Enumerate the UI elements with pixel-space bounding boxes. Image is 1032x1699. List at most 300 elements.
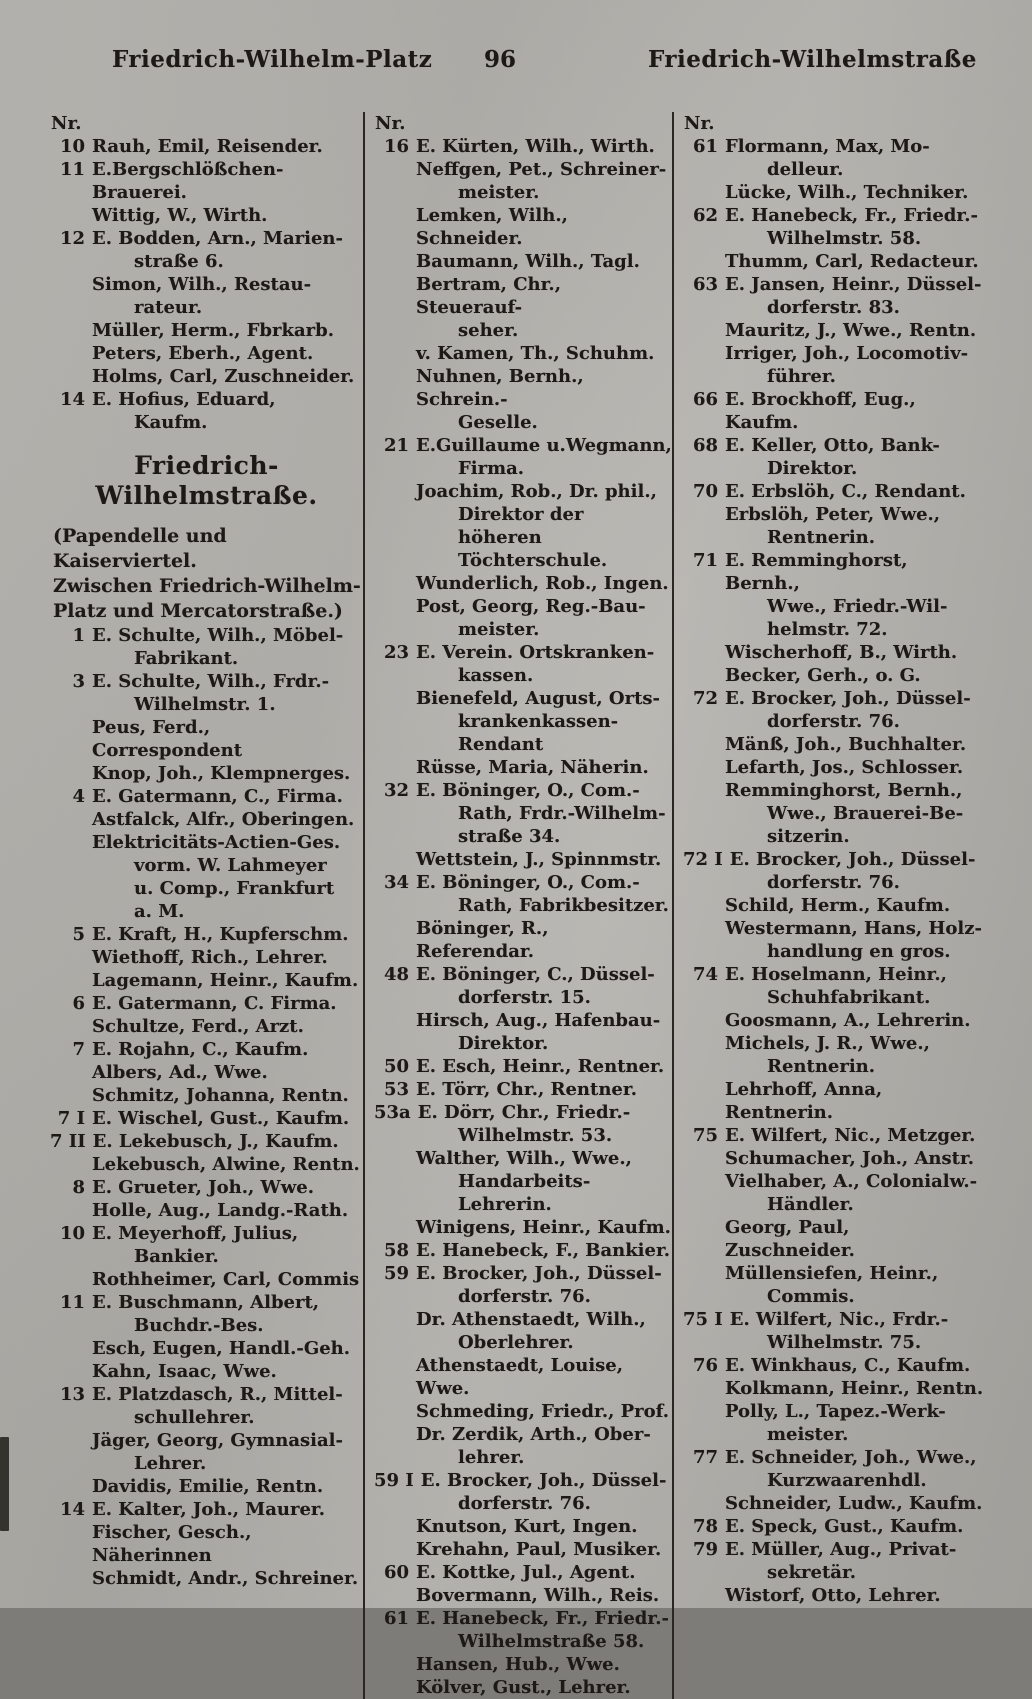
- house-number: [50, 1061, 92, 1084]
- house-number: [374, 1032, 416, 1055]
- directory-entry-line: [374, 894, 672, 917]
- directory-entry-line: [683, 181, 985, 204]
- entry-text: E. Brocker, Joh., Düssel-: [725, 688, 971, 709]
- directory-entry-line: [50, 204, 363, 227]
- directory-entry-line: [50, 1406, 363, 1429]
- house-number: 34: [383, 872, 409, 893]
- directory-entry-line: [374, 595, 672, 618]
- directory-entry-line: [683, 687, 985, 710]
- entry-text: Schneider, Ludw., Kaufm.: [725, 1493, 983, 1514]
- entry-text: E. Buschmann, Albert,: [92, 1292, 320, 1313]
- entry-text: u. Comp., Frankfurt: [134, 878, 335, 899]
- entry-text: Rath, Fabrikbesitzer.: [458, 895, 669, 916]
- directory-entry-line: [50, 1107, 363, 1130]
- house-number: [374, 1216, 416, 1239]
- directory-entry-line: [683, 1216, 985, 1262]
- entry-text: Oberlehrer.: [458, 1332, 574, 1353]
- entry-text: Kölver, Gust., Lehrer.: [416, 1677, 631, 1698]
- house-number: [374, 457, 416, 480]
- directory-entry-line: [683, 825, 985, 848]
- directory-entry-line: [683, 1170, 985, 1193]
- house-number: [50, 900, 92, 923]
- entry-text: Buchdr.-Bes.: [134, 1315, 264, 1336]
- entry-text: E. Böninger, C., Düssel-: [416, 964, 655, 985]
- directory-entry-line: [683, 1331, 985, 1354]
- nr-label-line: [374, 112, 672, 135]
- directory-entry-line: [374, 1032, 672, 1055]
- house-number: 48: [383, 964, 409, 985]
- entry-text: Krehahn, Paul, Musiker.: [416, 1539, 662, 1560]
- house-number: [683, 1469, 725, 1492]
- directory-entry-line: [683, 1354, 985, 1377]
- entry-text: E. Keller, Otto, Bank-: [725, 435, 940, 456]
- directory-entry-line: [683, 434, 985, 457]
- entry-text: Albers, Ad., Wwe.: [92, 1062, 268, 1083]
- entry-text: Michels, J. R., Wwe.,: [725, 1033, 930, 1054]
- house-number: 50: [383, 1056, 409, 1077]
- house-number: [683, 1147, 725, 1170]
- house-number: 12: [59, 228, 85, 249]
- entry-text: Dr. Zerdik, Arth., Ober-: [416, 1424, 651, 1445]
- entry-text: Lehrer.: [134, 1453, 207, 1474]
- house-number: [374, 503, 416, 549]
- entry-text: E. Böninger, O., Com.-: [416, 780, 640, 801]
- house-number: [50, 1268, 92, 1291]
- entry-text: [416, 112, 672, 135]
- directory-entry-line: [50, 273, 363, 296]
- entry-text: Rothheimer, Carl, Commis: [92, 1269, 360, 1290]
- house-number: Nr.: [51, 113, 82, 134]
- house-number: [374, 549, 416, 572]
- entry-text: E. Kraft, H., Kupferschm.: [92, 924, 349, 945]
- street-section-heading: Friedrich-Wilhelmstraße.: [95, 451, 318, 510]
- directory-entry-line: [50, 1360, 363, 1383]
- directory-entry-line: [374, 1262, 672, 1285]
- page-number: 96: [483, 46, 516, 73]
- house-number: [374, 825, 416, 848]
- entry-text: Rath, Frdr.-Wilhelm-: [458, 803, 666, 824]
- house-number: 71: [692, 550, 718, 571]
- house-number: [374, 1676, 416, 1699]
- entry-text: E. Törr, Chr., Rentner.: [416, 1079, 637, 1100]
- house-number: Nr.: [684, 113, 715, 134]
- entry-text: Jäger, Georg, Gymnasial-: [92, 1430, 343, 1451]
- entry-text: Lehrhoff, Anna, Rentnerin.: [725, 1079, 883, 1123]
- house-number: [374, 687, 416, 710]
- directory-entry-line: [50, 365, 363, 388]
- directory-entry-line: [374, 848, 672, 871]
- house-number: [50, 204, 92, 227]
- column-3: [672, 112, 985, 1699]
- house-number: [683, 1055, 725, 1078]
- directory-entry-line: [683, 1492, 985, 1515]
- house-number: [374, 1285, 416, 1308]
- entry-text: Thumm, Carl, Redacteur.: [725, 251, 979, 272]
- house-number: [683, 1009, 725, 1032]
- directory-entry-line: [683, 917, 985, 940]
- directory-entry-line: [374, 1009, 672, 1032]
- entry-text: meister.: [458, 182, 540, 203]
- entry-text: Schmeding, Friedr., Prof.: [416, 1401, 670, 1422]
- directory-entry-line: [683, 618, 985, 641]
- entry-text: dorferstr. 76.: [458, 1493, 591, 1514]
- house-number: [50, 1360, 92, 1383]
- house-number: [50, 1475, 92, 1498]
- entry-text: Bertram, Chr., Steuerauf-: [416, 274, 561, 318]
- house-number: [683, 894, 725, 917]
- directory-entry-line: [374, 434, 672, 457]
- house-number: 11: [59, 159, 85, 180]
- house-number: 4: [72, 786, 85, 807]
- house-number: 3: [72, 671, 85, 692]
- directory-entry-line: [50, 1567, 363, 1590]
- house-number: [374, 158, 416, 181]
- directory-entry-line: [374, 1216, 672, 1239]
- entry-text: Händler.: [767, 1194, 854, 1215]
- house-number: [683, 710, 725, 733]
- house-number: [683, 1331, 725, 1354]
- running-header-right: Friedrich-Wilhelmstraße: [648, 46, 977, 73]
- directory-entry-line: [683, 1515, 985, 1538]
- entry-text: Astfalck, Alfr., Oberingen.: [92, 809, 355, 830]
- entry-text: E. Müller, Aug., Privat-: [725, 1539, 957, 1560]
- entry-text: Westermann, Hans, Holz-: [725, 918, 982, 939]
- section-note-line: Zwischen Friedrich-Wilhelm-: [53, 575, 361, 597]
- house-number: [374, 204, 416, 250]
- entry-text: Knop, Joh., Klempnerges.: [92, 763, 351, 784]
- entry-text: Flormann, Max, Mo-: [725, 136, 930, 157]
- entry-text: E. Meyerhoff, Julius,: [92, 1223, 299, 1244]
- entry-text: E. Gatermann, C., Firma.: [92, 786, 343, 807]
- house-number: [374, 618, 416, 641]
- entry-text: Rentnerin.: [767, 527, 876, 548]
- house-number: [374, 319, 416, 342]
- directory-entry-line: [374, 1561, 672, 1584]
- entry-text: Joachim, Rob., Dr. phil.,: [416, 481, 657, 502]
- house-number: 10: [59, 1223, 85, 1244]
- entry-text: Post, Georg, Reg.-Bau-: [416, 596, 646, 617]
- directory-entry-line: [683, 986, 985, 1009]
- house-number: [374, 181, 416, 204]
- directory-entry-line: [50, 388, 363, 411]
- directory-entry-line: [50, 854, 363, 877]
- directory-entry-line: [683, 1400, 985, 1423]
- entry-text: Wiethoff, Rich., Lehrer.: [92, 947, 328, 968]
- entry-text: Nuhnen, Bernh., Schrein.-: [416, 366, 584, 410]
- directory-entry-line: [683, 250, 985, 273]
- directory-entry-line: [374, 825, 672, 848]
- directory-entry-line: [374, 1538, 672, 1561]
- directory-entry-line: [683, 1078, 985, 1124]
- directory-entry-line: [374, 181, 672, 204]
- column-1: [50, 112, 363, 1699]
- entry-text: Davidis, Emilie, Rentn.: [92, 1476, 324, 1497]
- directory-entry-line: [683, 365, 985, 388]
- directory-entry-line: [683, 595, 985, 618]
- running-header-left: Friedrich-Wilhelm-Platz: [112, 46, 433, 73]
- entry-text: Wilhelmstraße 58.: [458, 1631, 645, 1652]
- house-number: 10: [59, 136, 85, 157]
- house-number: 76: [692, 1355, 718, 1376]
- house-number: [374, 1538, 416, 1561]
- directory-entry-line: [683, 871, 985, 894]
- house-number: [374, 917, 416, 963]
- entry-text: Rauh, Emil, Reisender.: [92, 136, 323, 157]
- entry-text: Schultze, Ferd., Arzt.: [92, 1016, 304, 1037]
- directory-entry-line: [683, 480, 985, 503]
- entry-text: Fabrikant.: [134, 648, 239, 669]
- house-number: [50, 1337, 92, 1360]
- directory-entry-line: [50, 900, 363, 923]
- house-number: [374, 1515, 416, 1538]
- house-number: [683, 595, 725, 618]
- house-number: 59: [383, 1263, 409, 1284]
- entry-text: Winigens, Heinr., Kaufm.: [416, 1217, 671, 1238]
- directory-entry-line: [683, 296, 985, 319]
- entry-text: Wilhelmstr. 58.: [767, 228, 922, 249]
- entry-text: Kahn, Isaac, Wwe.: [92, 1361, 277, 1382]
- entry-text: sitzerin.: [767, 826, 850, 847]
- entry-text: Hansen, Hub., Wwe.: [416, 1654, 620, 1675]
- entry-text: seher.: [458, 320, 519, 341]
- entry-text: E. Brocker, Joh., Düssel-: [416, 1263, 662, 1284]
- house-number: [683, 319, 725, 342]
- house-number: [683, 664, 725, 687]
- entry-text: Mänß, Joh., Buchhalter.: [725, 734, 967, 755]
- entry-text: handlung en gros.: [767, 941, 951, 962]
- directory-entry-line: [374, 641, 672, 664]
- entry-text: Kurzwaarenhdl.: [767, 1470, 927, 1491]
- directory-entry-line: [374, 1469, 672, 1492]
- entry-text: sekretär.: [767, 1562, 857, 1583]
- directory-entry-line: [374, 1308, 672, 1331]
- directory-entry-line: [683, 641, 985, 664]
- entry-text: Peus, Ferd., Correspondent: [92, 717, 243, 761]
- directory-entry-line: [50, 693, 363, 716]
- house-number: [50, 808, 92, 831]
- house-number: [50, 273, 92, 296]
- directory-entry-line: [683, 802, 985, 825]
- house-number: [374, 1423, 416, 1446]
- entry-text: Walther, Wilh., Wwe.,: [416, 1148, 632, 1169]
- house-number: [50, 365, 92, 388]
- house-number: 79: [692, 1539, 718, 1560]
- directory-entry-line: [374, 687, 672, 710]
- section-note-line: Platz und Mercatorstraße.): [53, 600, 343, 622]
- house-number: 8: [72, 1177, 85, 1198]
- directory-entry-line: [374, 1653, 672, 1676]
- entry-text: Schuhfabrikant.: [767, 987, 931, 1008]
- house-number: [683, 779, 725, 802]
- house-number: [374, 1446, 416, 1469]
- directory-entry-line: [374, 572, 672, 595]
- directory-entry-line: [374, 457, 672, 480]
- house-number: [374, 1308, 416, 1331]
- entry-text: Lefarth, Jos., Schlosser.: [725, 757, 964, 778]
- entry-text: dorferstr. 76.: [767, 711, 900, 732]
- entry-text: E.Guillaume u.Wegmann,: [416, 435, 672, 456]
- directory-entry-line: [50, 831, 363, 854]
- house-number: 14: [59, 1499, 85, 1520]
- house-number: [374, 480, 416, 503]
- entry-text: Müller, Herm., Fbrkarb.: [92, 320, 334, 341]
- entry-text: Athenstaedt, Louise, Wwe.: [416, 1355, 624, 1399]
- directory-entry-line: [374, 319, 672, 342]
- house-number: [683, 526, 725, 549]
- house-number: [683, 825, 725, 848]
- directory-entry-line: [374, 1078, 672, 1101]
- directory-entry-line: [374, 365, 672, 411]
- directory-entry-line: [374, 963, 672, 986]
- house-number: [374, 411, 416, 434]
- entry-text: Remminghorst, Bernh.,: [725, 780, 963, 801]
- entry-text: E. Remminghorst, Bernh.,: [725, 550, 908, 594]
- entry-text: E. Platzdasch, R., Mittel-: [92, 1384, 343, 1405]
- house-number: [374, 1009, 416, 1032]
- entry-text: Mauritz, J., Wwe., Rentn.: [725, 320, 977, 341]
- house-number: [683, 733, 725, 756]
- directory-entry-line: [683, 710, 985, 733]
- house-number: 21: [383, 435, 409, 456]
- directory-entry-line: [374, 1676, 672, 1699]
- house-number: [50, 969, 92, 992]
- directory-entry-line: [50, 1475, 363, 1498]
- entry-text: E. Grueter, Joh., Wwe.: [92, 1177, 314, 1198]
- entry-text: E. Verein. Ortskranken-: [416, 642, 655, 663]
- entry-text: [725, 112, 985, 135]
- directory-entry-line: [50, 158, 363, 204]
- entry-text: Direktor der höheren: [458, 504, 584, 548]
- directory-entry-line: [374, 1630, 672, 1653]
- directory-entry-line: [374, 779, 672, 802]
- house-number: [683, 1377, 725, 1400]
- directory-entry-line: [374, 1147, 672, 1170]
- directory-entry-line: [50, 946, 363, 969]
- directory-entry-line: [50, 1268, 363, 1291]
- directory-entry-line: [50, 1521, 363, 1567]
- entry-text: E. Esch, Heinr., Rentner.: [416, 1056, 665, 1077]
- directory-entry-line: [374, 480, 672, 503]
- house-number: [683, 158, 725, 181]
- house-number: [683, 1078, 725, 1124]
- directory-entry-line: [374, 917, 672, 963]
- house-number: [374, 1492, 416, 1515]
- directory-entry-line: [50, 992, 363, 1015]
- directory-entry-line: [683, 894, 985, 917]
- house-number: [374, 273, 416, 319]
- directory-entry-line: [50, 1130, 363, 1153]
- entry-text: a. M.: [134, 901, 185, 922]
- entry-text: Kaufm.: [134, 412, 208, 433]
- directory-entry-line: [683, 1469, 985, 1492]
- directory-entry-line: [50, 296, 363, 319]
- house-number: 6: [72, 993, 85, 1014]
- directory-entry-line: [374, 549, 672, 572]
- house-number: 7 I: [57, 1108, 85, 1129]
- entry-text: dorferstr. 15.: [458, 987, 591, 1008]
- house-number: [50, 342, 92, 365]
- directory-entry-line: [50, 647, 363, 670]
- house-number: [683, 802, 725, 825]
- entry-text: E. Gatermann, C. Firma.: [92, 993, 337, 1014]
- entry-text: Kolkmann, Heinr., Rentn.: [725, 1378, 984, 1399]
- directory-entry-line: [683, 503, 985, 526]
- directory-entry-line: [683, 1446, 985, 1469]
- entry-text: Wwe., Friedr.-Wil-: [767, 596, 948, 617]
- house-number: 1: [72, 625, 85, 646]
- house-number: 61: [383, 1608, 409, 1629]
- house-number: [374, 1170, 416, 1216]
- entry-text: E. Dörr, Chr., Friedr.-: [417, 1102, 631, 1123]
- directory-entry-line: [50, 1429, 363, 1452]
- house-number: [50, 1429, 92, 1452]
- house-number: [683, 618, 725, 641]
- house-number: [50, 1452, 92, 1475]
- directory-entry-line: [374, 618, 672, 641]
- directory-entry-line: [50, 1176, 363, 1199]
- entry-text: Direktor.: [767, 458, 858, 479]
- directory-entry-line: [374, 1239, 672, 1262]
- directory-entry-line: [683, 664, 985, 687]
- entry-text: E. Erbslöh, C., Rendant.: [725, 481, 966, 502]
- entry-text: Geselle.: [458, 412, 538, 433]
- house-number: 23: [383, 642, 409, 663]
- directory-entry-line: [374, 342, 672, 365]
- entry-text: E. Hoselmann, Heinr.,: [725, 964, 947, 985]
- entry-text: Irriger, Joh., Locomotiv-: [725, 343, 969, 364]
- house-number: [683, 917, 725, 940]
- entry-text: rateur.: [134, 297, 203, 318]
- directory-entry-line: [374, 1400, 672, 1423]
- entry-text: meister.: [767, 1424, 849, 1445]
- house-number: [683, 503, 725, 526]
- entry-text: Wittig, W., Wirth.: [92, 205, 268, 226]
- directory-entry-line: [683, 1377, 985, 1400]
- directory-entry-line: [50, 1038, 363, 1061]
- house-number: [50, 1406, 92, 1429]
- directory-entry-line: [50, 1383, 363, 1406]
- entry-text: kassen.: [458, 665, 534, 686]
- directory-entry-line: [374, 664, 672, 687]
- entry-text: E. Hanebeck, Fr., Friedr.-: [725, 205, 978, 226]
- directory-entry-line: [50, 227, 363, 250]
- entry-text: E.Bergschlößchen-Brauerei.: [92, 159, 284, 203]
- entry-text: Esch, Eugen, Handl.-Geh.: [92, 1338, 350, 1359]
- directory-entry-line: [50, 1222, 363, 1245]
- house-number: 7: [72, 1039, 85, 1060]
- directory-entry-line: [683, 1561, 985, 1584]
- directory-entry-line: [50, 808, 363, 831]
- directory-entry-line: [374, 273, 672, 319]
- entry-text: Goosmann, A., Lehrerin.: [725, 1010, 971, 1031]
- entry-text: Bienefeld, August, Orts-: [416, 688, 660, 709]
- house-number: [50, 762, 92, 785]
- directory-entry-line: [683, 1147, 985, 1170]
- directory-entry-line: [683, 1423, 985, 1446]
- directory-entry-line: [50, 1153, 363, 1176]
- house-number: [374, 1354, 416, 1400]
- directory-entry-line: [683, 549, 985, 595]
- house-number: [50, 296, 92, 319]
- entry-text: Rüsse, Maria, Näherin.: [416, 757, 649, 778]
- house-number: [374, 1630, 416, 1653]
- directory-entry-line: [50, 1245, 363, 1268]
- directory-entry-line: [50, 411, 363, 434]
- house-number: [683, 181, 725, 204]
- directory-entry-line: [683, 227, 985, 250]
- directory-entry-line: [374, 1124, 672, 1147]
- entry-text: Wilhelmstr. 1.: [134, 694, 276, 715]
